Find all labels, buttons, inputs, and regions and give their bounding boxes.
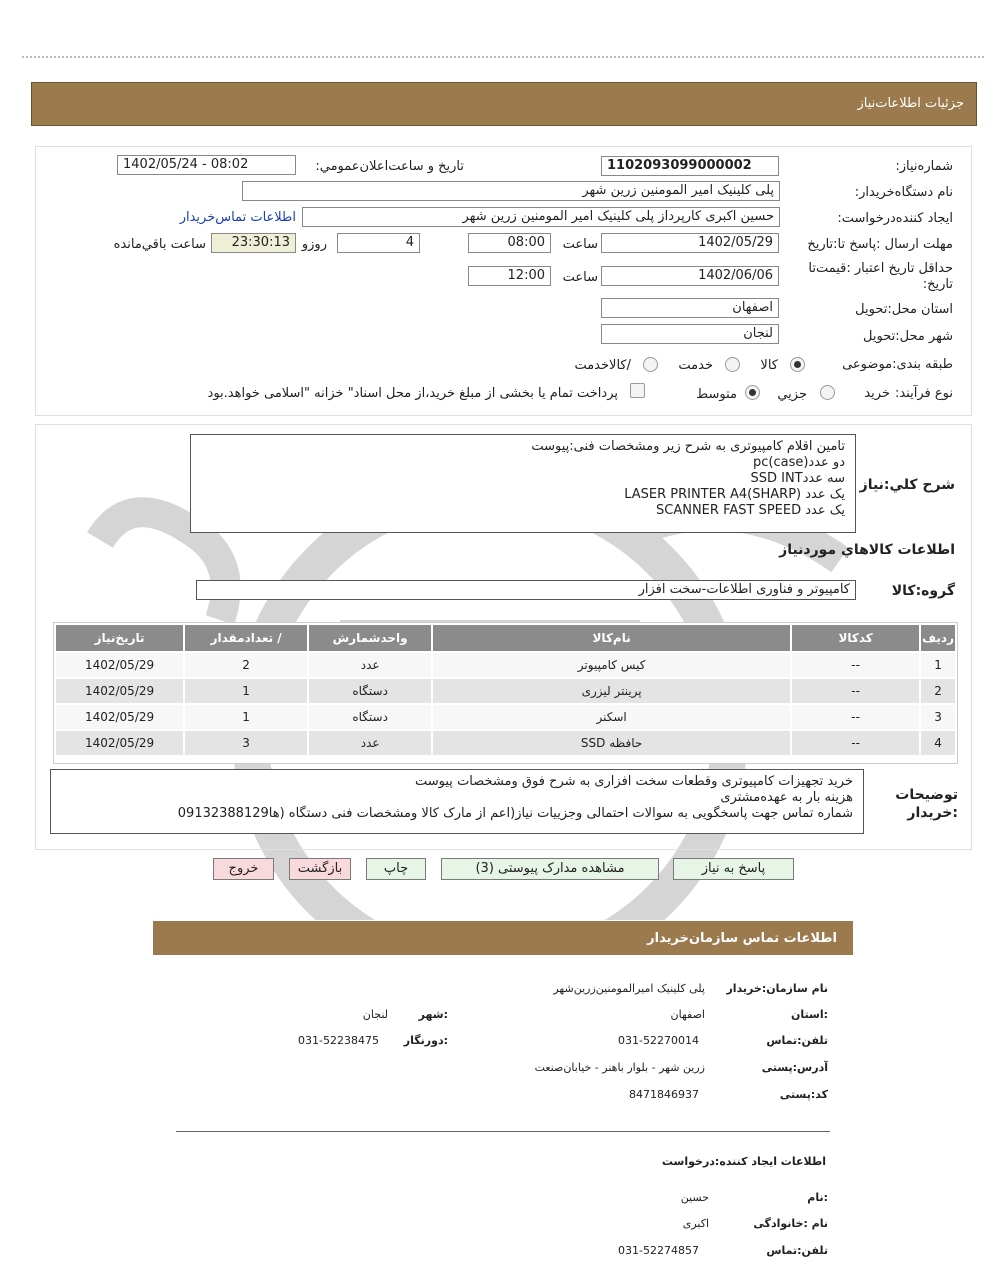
category-radio-mixed[interactable]: [643, 357, 658, 372]
province-label: استان محل:تحویل: [855, 302, 953, 317]
summary-line-1: تامین اقلام کامپیوتری به شرح زیر ومشخصات فنی:پیوست: [531, 439, 845, 454]
row-index: 1: [921, 653, 955, 677]
contact-province-value: اصفهان: [670, 1008, 705, 1021]
goods-group-field: کامپیوتر و فناوری اطلاعات-سخت افزار: [196, 580, 856, 600]
col-row: ردیف: [921, 625, 955, 651]
deadline-label: مهلت ارسال :پاسخ تا:تاریخ: [807, 237, 953, 252]
creator-phone-value: 031-52274857: [618, 1244, 699, 1257]
row-name: اسکنر: [433, 705, 790, 729]
print-button[interactable]: چاپ: [366, 858, 426, 880]
col-code: کدکالا: [792, 625, 919, 651]
creator-family-label: نام :خانوادگی: [753, 1217, 828, 1230]
row-name: کیس کامپیوتر: [433, 653, 790, 677]
validity-time-field: 12:00: [468, 266, 551, 286]
treasury-note: پرداخت تمام یا بخشی از مبلغ خرید،از محل اسناد" خزانه "اسلامی خواهد.بود: [207, 386, 618, 401]
need-number-label: شماره‌نیاز:: [895, 159, 953, 174]
contact-address-label: آدرس:پستی: [761, 1061, 828, 1074]
col-name: نام‌کالا: [433, 625, 790, 651]
creator-section-title: اطلاعات ایجاد کننده:درخواست: [661, 1155, 826, 1168]
row-date: 1402/05/29: [56, 679, 183, 703]
process-radio-minor[interactable]: [820, 385, 835, 400]
row-unit: دستگاه: [309, 705, 431, 729]
summary-line-4: یک عدد LASER PRINTER A4(SHARP): [624, 487, 845, 502]
attachments-button[interactable]: مشاهده مدارک پیوستی (3): [441, 858, 659, 880]
contact-divider: [176, 1131, 830, 1132]
contact-city-label: :شهر: [418, 1008, 448, 1021]
validity-date-field: 1402/06/06: [601, 266, 779, 286]
contact-fax-label: :دورنگار: [403, 1034, 448, 1047]
process-option-minor: جزيي: [777, 387, 807, 402]
contact-city-value: لنجان: [362, 1008, 388, 1021]
summary-line-5: یک عدد SCANNER FAST SPEED: [656, 503, 845, 518]
process-label: نوع فرآیند:: [895, 386, 953, 401]
summary-line-3: سه عددSSD INT: [750, 471, 845, 486]
process-buy: خرید: [864, 386, 890, 401]
contact-header: [153, 921, 853, 955]
buyer-org-field: پلی کلینیک امیر المومنین زرین شهر: [242, 181, 780, 201]
creator-label: ایجاد کننده‌درخواست:: [837, 211, 953, 226]
contact-phone-label: تلفن:تماس: [766, 1034, 828, 1047]
announce-field: 1402/05/24 - 08:02: [117, 155, 296, 175]
province-field: اصفهان: [601, 298, 779, 318]
treasury-checkbox[interactable]: [630, 383, 645, 398]
creator-name-label: :نام: [807, 1191, 828, 1204]
goods-table: [54, 623, 957, 757]
row-code: --: [792, 679, 919, 703]
row-index: 4: [921, 731, 955, 755]
city-field: لنجان: [601, 324, 779, 344]
goods-table-header: [56, 625, 955, 651]
col-date: تاریخ‌نیاز: [56, 625, 183, 651]
contact-address-value: زرین شهر - بلوار باهنر - خیابان‌صنعت: [534, 1061, 705, 1074]
top-divider: [22, 56, 984, 58]
days-field: 4: [337, 233, 420, 253]
row-qty: 2: [185, 653, 307, 677]
deadline-time-field: 08:00: [468, 233, 551, 253]
goods-section-title: اطلاعات کالاهاي موردنیاز: [779, 542, 955, 558]
category-radio-service[interactable]: [725, 357, 740, 372]
row-date: 1402/05/29: [56, 731, 183, 755]
category-option-goods: کالا: [760, 358, 778, 373]
exit-button[interactable]: خروج: [213, 858, 274, 880]
row-code: --: [792, 653, 919, 677]
contact-fax-value: 031-52238475: [298, 1034, 379, 1047]
row-date: 1402/05/29: [56, 653, 183, 677]
notes-line-3: شماره تماس جهت پاسخگویی به سوالات احتمالی وجزییات نیاز(اعم از مارک کالا ومشخصات فنی دستگاه (ها09132388129: [177, 806, 853, 821]
goods-group-label: گروه:کالا: [891, 583, 955, 599]
page-title: جزئیات اطلاعات‌نیاز: [857, 96, 964, 111]
category-option-mixed: /کالاخدمت: [574, 358, 631, 373]
notes-label: توضیحات :خریدار: [895, 787, 958, 821]
buyer-org-label: نام دستگاه‌خریدار:: [854, 185, 953, 200]
city-label: شهر محل:تحویل: [863, 329, 953, 344]
deadline-date-field: 1402/05/29: [601, 233, 779, 253]
creator-family-value: اکبری: [682, 1217, 709, 1230]
contact-org-label: نام سازمان:خریدار: [726, 982, 828, 995]
table-row: [56, 705, 955, 729]
row-unit: عدد: [309, 731, 431, 755]
notes-line-1: خرید تجهیزات کامپیوتری وقطعات سخت افزاری به شرح فوق ومشخصات پیوست: [415, 774, 853, 789]
validity-time-label: ساعت: [562, 270, 598, 285]
notes-box: [50, 769, 864, 834]
category-label: طبقه بندی:موضوعی: [842, 357, 953, 372]
row-unit: دستگاه: [309, 679, 431, 703]
page-header: [31, 82, 977, 126]
row-unit: عدد: [309, 653, 431, 677]
row-name: پرینتر لیزری: [433, 679, 790, 703]
goods-table-wrap: [53, 622, 958, 764]
reply-button[interactable]: پاسخ به نیاز: [673, 858, 794, 880]
contact-org-value: پلی کلینیک امیرالمومنین‌زرین‌شهر: [553, 982, 705, 995]
row-date: 1402/05/29: [56, 705, 183, 729]
buyer-contact-link[interactable]: اطلاعات تماس‌خریدار: [179, 210, 296, 225]
category-radio-goods[interactable]: [790, 357, 805, 372]
summary-title: شرح کلي:نیاز: [859, 477, 955, 493]
notes-line-2: هزینه بار به عهده‌مشتری: [720, 790, 853, 805]
row-qty: 1: [185, 705, 307, 729]
validity-label: حداقل تاریخ اعتبار :قیمت‌تا تاریخ:: [808, 261, 953, 292]
contact-postal-label: کد:پستی: [779, 1088, 828, 1101]
col-unit: واحدشمارش: [309, 625, 431, 651]
row-code: --: [792, 731, 919, 755]
creator-phone-label: تلفن:تماس: [766, 1244, 828, 1257]
contact-phone-value: 031-52270014: [618, 1034, 699, 1047]
need-number-field: 1102093099000002: [601, 156, 779, 176]
contact-province-label: :استان: [791, 1008, 828, 1021]
back-button[interactable]: بازگشت: [289, 858, 351, 880]
row-name: حافظه SSD: [433, 731, 790, 755]
remaining-label: ساعت باقي‌مانده: [113, 237, 206, 252]
contact-title: اطلاعات تماس سازمان‌خریدار: [647, 931, 837, 946]
row-index: 3: [921, 705, 955, 729]
table-row: [56, 731, 955, 755]
col-qty: / تعدادمقدار: [185, 625, 307, 651]
creator-field: حسین اکبری کارپرداز پلی کلینیک امیر المومنین زرین شهر: [302, 207, 780, 227]
summary-box: [190, 434, 856, 533]
category-option-service: خدمت: [678, 358, 713, 373]
deadline-time-label: ساعت: [562, 237, 598, 252]
table-row: [56, 679, 955, 703]
announce-label: تاریخ و ساعت‌اعلان‌عمومي:: [315, 159, 464, 174]
process-radio-medium[interactable]: [745, 385, 760, 400]
row-index: 2: [921, 679, 955, 703]
row-qty: 1: [185, 679, 307, 703]
creator-name-value: حسین: [680, 1191, 709, 1204]
row-code: --: [792, 705, 919, 729]
summary-line-2: دو عدد(pc(case: [753, 455, 845, 470]
table-row: [56, 653, 955, 677]
row-qty: 3: [185, 731, 307, 755]
remaining-time-field: 23:30:13: [211, 233, 296, 253]
process-option-medium: متوسط: [696, 387, 737, 402]
contact-postal-value: 8471846937: [629, 1088, 699, 1101]
days-label: روزو: [301, 237, 327, 252]
